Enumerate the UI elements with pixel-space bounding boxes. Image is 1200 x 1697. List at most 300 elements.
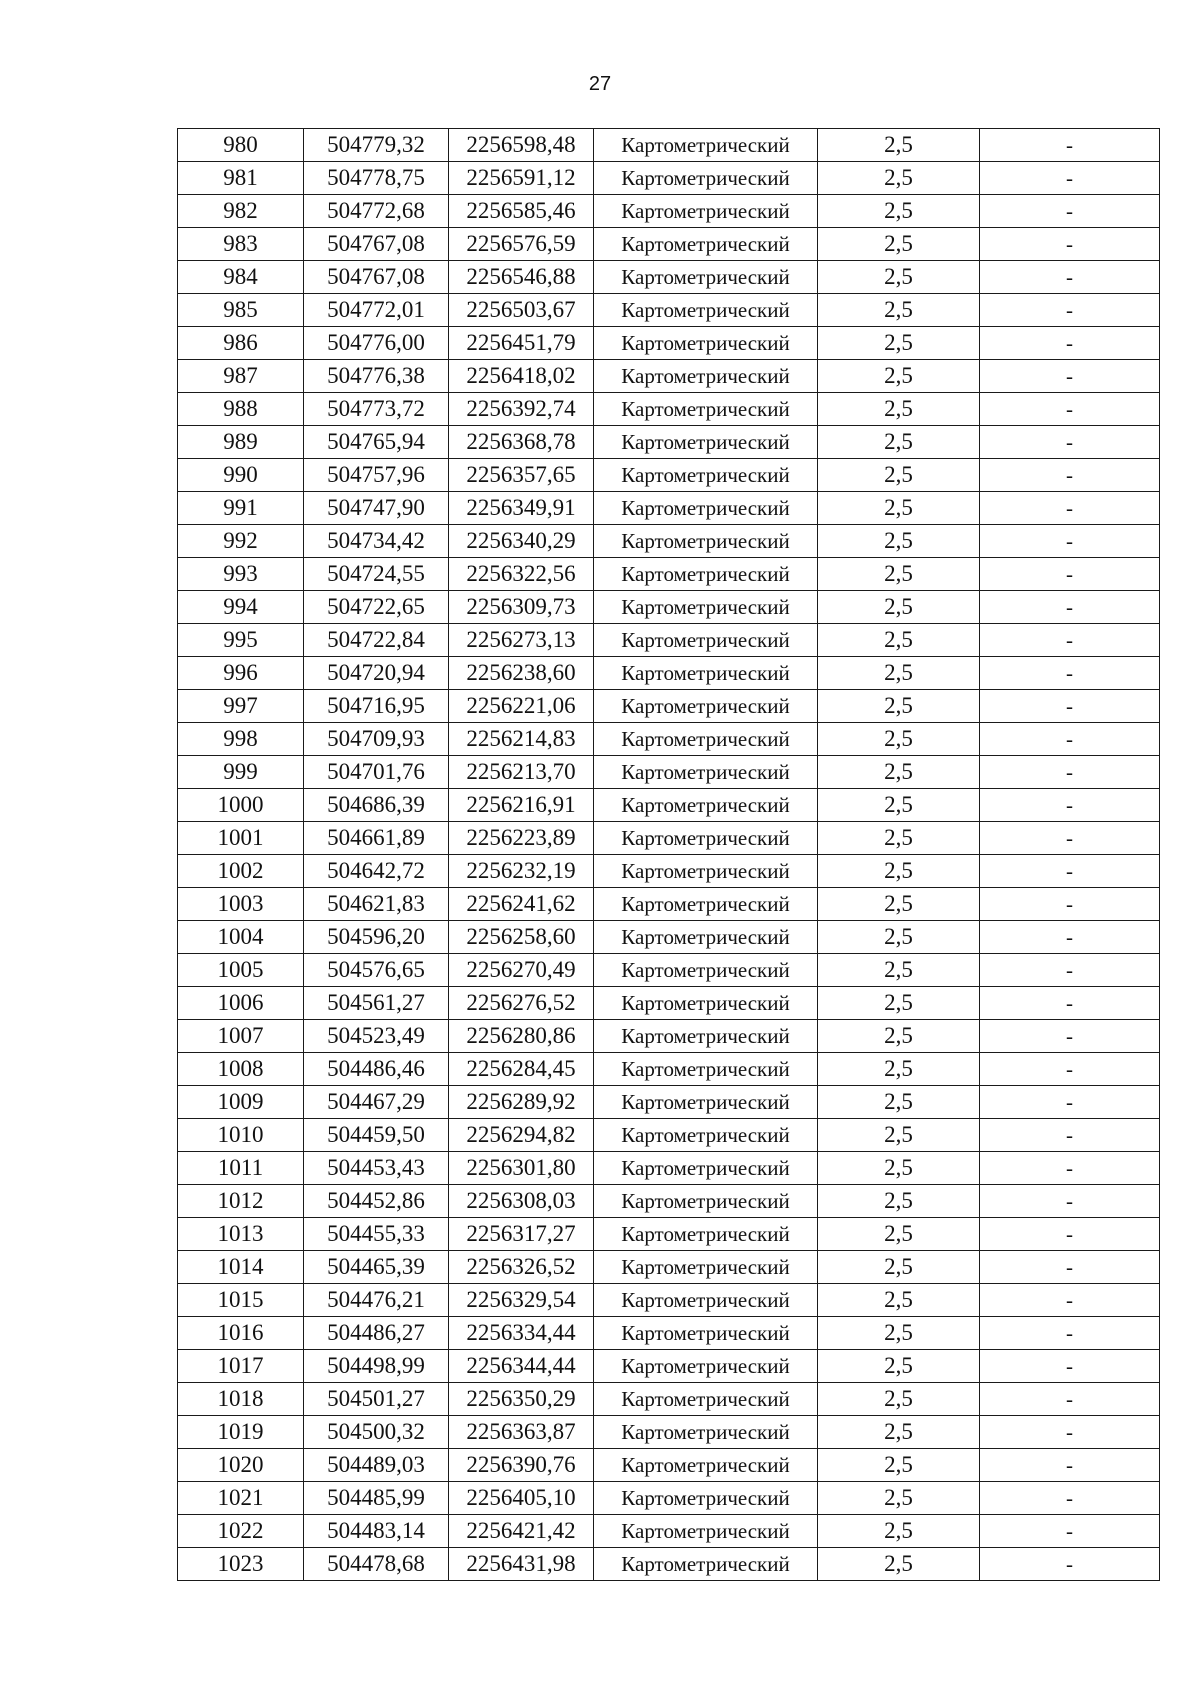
note-cell: - (980, 261, 1160, 294)
y-coordinate-cell: 2256340,29 (449, 525, 594, 558)
note-cell: - (980, 822, 1160, 855)
x-coordinate-cell: 504772,01 (304, 294, 449, 327)
note-cell: - (980, 1185, 1160, 1218)
method-cell: Картометрический (594, 1020, 818, 1053)
y-coordinate-cell: 2256451,79 (449, 327, 594, 360)
method-cell: Картометрический (594, 1416, 818, 1449)
y-coordinate-cell: 2256216,91 (449, 789, 594, 822)
accuracy-cell: 2,5 (818, 1515, 980, 1548)
x-coordinate-cell: 504722,84 (304, 624, 449, 657)
note-cell: - (980, 1086, 1160, 1119)
table-row (178, 558, 1160, 591)
x-coordinate-cell: 504767,08 (304, 228, 449, 261)
coordinates-table (177, 128, 1160, 1581)
method-cell: Картометрический (594, 393, 818, 426)
table-row (178, 888, 1160, 921)
point-number-cell: 1002 (178, 855, 304, 888)
accuracy-cell: 2,5 (818, 1383, 980, 1416)
y-coordinate-cell: 2256317,27 (449, 1218, 594, 1251)
x-coordinate-cell: 504734,42 (304, 525, 449, 558)
y-coordinate-cell: 2256598,48 (449, 129, 594, 162)
y-coordinate-cell: 2256585,46 (449, 195, 594, 228)
y-coordinate-cell: 2256213,70 (449, 756, 594, 789)
method-cell: Картометрический (594, 690, 818, 723)
note-cell: - (980, 921, 1160, 954)
table-row (178, 1317, 1160, 1350)
y-coordinate-cell: 2256309,73 (449, 591, 594, 624)
y-coordinate-cell: 2256357,65 (449, 459, 594, 492)
table-row (178, 327, 1160, 360)
y-coordinate-cell: 2256308,03 (449, 1185, 594, 1218)
method-cell: Картометрический (594, 228, 818, 261)
x-coordinate-cell: 504459,50 (304, 1119, 449, 1152)
method-cell: Картометрический (594, 1383, 818, 1416)
accuracy-cell: 2,5 (818, 129, 980, 162)
point-number-cell: 983 (178, 228, 304, 261)
accuracy-cell: 2,5 (818, 657, 980, 690)
accuracy-cell: 2,5 (818, 1416, 980, 1449)
note-cell: - (980, 690, 1160, 723)
point-number-cell: 995 (178, 624, 304, 657)
x-coordinate-cell: 504772,68 (304, 195, 449, 228)
table-row (178, 129, 1160, 162)
y-coordinate-cell: 2256363,87 (449, 1416, 594, 1449)
accuracy-cell: 2,5 (818, 525, 980, 558)
method-cell: Картометрический (594, 756, 818, 789)
note-cell: - (980, 657, 1160, 690)
table-row (178, 294, 1160, 327)
accuracy-cell: 2,5 (818, 1449, 980, 1482)
method-cell: Картометрический (594, 591, 818, 624)
y-coordinate-cell: 2256223,89 (449, 822, 594, 855)
point-number-cell: 1004 (178, 921, 304, 954)
point-number-cell: 980 (178, 129, 304, 162)
note-cell: - (980, 1416, 1160, 1449)
note-cell: - (980, 492, 1160, 525)
point-number-cell: 1009 (178, 1086, 304, 1119)
table-row (178, 1053, 1160, 1086)
x-coordinate-cell: 504485,99 (304, 1482, 449, 1515)
x-coordinate-cell: 504452,86 (304, 1185, 449, 1218)
table-row (178, 624, 1160, 657)
method-cell: Картометрический (594, 822, 818, 855)
note-cell: - (980, 1251, 1160, 1284)
note-cell: - (980, 1449, 1160, 1482)
accuracy-cell: 2,5 (818, 888, 980, 921)
x-coordinate-cell: 504747,90 (304, 492, 449, 525)
table-row (178, 591, 1160, 624)
table-row (178, 690, 1160, 723)
note-cell: - (980, 228, 1160, 261)
point-number-cell: 984 (178, 261, 304, 294)
method-cell: Картометрический (594, 558, 818, 591)
point-number-cell: 1011 (178, 1152, 304, 1185)
table-row (178, 162, 1160, 195)
note-cell: - (980, 591, 1160, 624)
table-row (178, 1548, 1160, 1581)
x-coordinate-cell: 504709,93 (304, 723, 449, 756)
accuracy-cell: 2,5 (818, 492, 980, 525)
method-cell: Картометрический (594, 360, 818, 393)
table-row (178, 954, 1160, 987)
table-row (178, 1416, 1160, 1449)
note-cell: - (980, 624, 1160, 657)
method-cell: Картометрический (594, 492, 818, 525)
method-cell: Картометрический (594, 426, 818, 459)
x-coordinate-cell: 504686,39 (304, 789, 449, 822)
y-coordinate-cell: 2256390,76 (449, 1449, 594, 1482)
note-cell: - (980, 723, 1160, 756)
x-coordinate-cell: 504779,32 (304, 129, 449, 162)
point-number-cell: 981 (178, 162, 304, 195)
y-coordinate-cell: 2256503,67 (449, 294, 594, 327)
y-coordinate-cell: 2256294,82 (449, 1119, 594, 1152)
x-coordinate-cell: 504776,38 (304, 360, 449, 393)
method-cell: Картометрический (594, 1482, 818, 1515)
accuracy-cell: 2,5 (818, 624, 980, 657)
table-row (178, 195, 1160, 228)
note-cell: - (980, 888, 1160, 921)
x-coordinate-cell: 504701,76 (304, 756, 449, 789)
y-coordinate-cell: 2256431,98 (449, 1548, 594, 1581)
accuracy-cell: 2,5 (818, 1482, 980, 1515)
table-row (178, 426, 1160, 459)
table-row (178, 1086, 1160, 1119)
y-coordinate-cell: 2256270,49 (449, 954, 594, 987)
x-coordinate-cell: 504523,49 (304, 1020, 449, 1053)
accuracy-cell: 2,5 (818, 789, 980, 822)
y-coordinate-cell: 2256301,80 (449, 1152, 594, 1185)
y-coordinate-cell: 2256258,60 (449, 921, 594, 954)
accuracy-cell: 2,5 (818, 1548, 980, 1581)
method-cell: Картометрический (594, 261, 818, 294)
accuracy-cell: 2,5 (818, 690, 980, 723)
accuracy-cell: 2,5 (818, 822, 980, 855)
table-row (178, 492, 1160, 525)
x-coordinate-cell: 504767,08 (304, 261, 449, 294)
method-cell: Картометрический (594, 1152, 818, 1185)
table-row (178, 1350, 1160, 1383)
method-cell: Картометрический (594, 1548, 818, 1581)
note-cell: - (980, 1284, 1160, 1317)
method-cell: Картометрический (594, 1053, 818, 1086)
x-coordinate-cell: 504561,27 (304, 987, 449, 1020)
note-cell: - (980, 855, 1160, 888)
x-coordinate-cell: 504500,32 (304, 1416, 449, 1449)
note-cell: - (980, 360, 1160, 393)
table-row (178, 723, 1160, 756)
x-coordinate-cell: 504486,27 (304, 1317, 449, 1350)
table-row (178, 1185, 1160, 1218)
x-coordinate-cell: 504498,99 (304, 1350, 449, 1383)
accuracy-cell: 2,5 (818, 1185, 980, 1218)
note-cell: - (980, 1350, 1160, 1383)
note-cell: - (980, 1218, 1160, 1251)
x-coordinate-cell: 504489,03 (304, 1449, 449, 1482)
point-number-cell: 986 (178, 327, 304, 360)
method-cell: Картометрический (594, 954, 818, 987)
note-cell: - (980, 1053, 1160, 1086)
point-number-cell: 1010 (178, 1119, 304, 1152)
y-coordinate-cell: 2256284,45 (449, 1053, 594, 1086)
point-number-cell: 1001 (178, 822, 304, 855)
accuracy-cell: 2,5 (818, 426, 980, 459)
method-cell: Картометрический (594, 1119, 818, 1152)
x-coordinate-cell: 504621,83 (304, 888, 449, 921)
y-coordinate-cell: 2256392,74 (449, 393, 594, 426)
table-row (178, 756, 1160, 789)
y-coordinate-cell: 2256368,78 (449, 426, 594, 459)
y-coordinate-cell: 2256546,88 (449, 261, 594, 294)
note-cell: - (980, 426, 1160, 459)
x-coordinate-cell: 504776,00 (304, 327, 449, 360)
accuracy-cell: 2,5 (818, 261, 980, 294)
y-coordinate-cell: 2256241,62 (449, 888, 594, 921)
method-cell: Картометрический (594, 1317, 818, 1350)
note-cell: - (980, 789, 1160, 822)
table-row (178, 525, 1160, 558)
x-coordinate-cell: 504478,68 (304, 1548, 449, 1581)
point-number-cell: 1016 (178, 1317, 304, 1350)
point-number-cell: 991 (178, 492, 304, 525)
method-cell: Картометрический (594, 195, 818, 228)
point-number-cell: 1018 (178, 1383, 304, 1416)
point-number-cell: 987 (178, 360, 304, 393)
accuracy-cell: 2,5 (818, 393, 980, 426)
note-cell: - (980, 162, 1160, 195)
method-cell: Картометрический (594, 723, 818, 756)
table-row (178, 459, 1160, 492)
method-cell: Картометрический (594, 1218, 818, 1251)
y-coordinate-cell: 2256322,56 (449, 558, 594, 591)
page-number: 27 (588, 73, 612, 95)
accuracy-cell: 2,5 (818, 1251, 980, 1284)
point-number-cell: 989 (178, 426, 304, 459)
point-number-cell: 1006 (178, 987, 304, 1020)
y-coordinate-cell: 2256280,86 (449, 1020, 594, 1053)
y-coordinate-cell: 2256273,13 (449, 624, 594, 657)
accuracy-cell: 2,5 (818, 954, 980, 987)
x-coordinate-cell: 504661,89 (304, 822, 449, 855)
accuracy-cell: 2,5 (818, 1152, 980, 1185)
point-number-cell: 997 (178, 690, 304, 723)
accuracy-cell: 2,5 (818, 195, 980, 228)
method-cell: Картометрический (594, 1449, 818, 1482)
accuracy-cell: 2,5 (818, 1053, 980, 1086)
point-number-cell: 1021 (178, 1482, 304, 1515)
point-number-cell: 1014 (178, 1251, 304, 1284)
y-coordinate-cell: 2256344,44 (449, 1350, 594, 1383)
x-coordinate-cell: 504486,46 (304, 1053, 449, 1086)
method-cell: Картометрический (594, 624, 818, 657)
method-cell: Картометрический (594, 855, 818, 888)
method-cell: Картометрический (594, 1086, 818, 1119)
y-coordinate-cell: 2256576,59 (449, 228, 594, 261)
y-coordinate-cell: 2256221,06 (449, 690, 594, 723)
table-row (178, 1119, 1160, 1152)
point-number-cell: 1005 (178, 954, 304, 987)
point-number-cell: 1023 (178, 1548, 304, 1581)
point-number-cell: 998 (178, 723, 304, 756)
x-coordinate-cell: 504476,21 (304, 1284, 449, 1317)
point-number-cell: 988 (178, 393, 304, 426)
table-row (178, 921, 1160, 954)
note-cell: - (980, 1515, 1160, 1548)
point-number-cell: 1022 (178, 1515, 304, 1548)
y-coordinate-cell: 2256232,19 (449, 855, 594, 888)
y-coordinate-cell: 2256326,52 (449, 1251, 594, 1284)
y-coordinate-cell: 2256418,02 (449, 360, 594, 393)
note-cell: - (980, 393, 1160, 426)
y-coordinate-cell: 2256405,10 (449, 1482, 594, 1515)
point-number-cell: 1000 (178, 789, 304, 822)
method-cell: Картометрический (594, 1185, 818, 1218)
note-cell: - (980, 954, 1160, 987)
x-coordinate-cell: 504722,65 (304, 591, 449, 624)
table-row (178, 1251, 1160, 1284)
table-row (178, 987, 1160, 1020)
x-coordinate-cell: 504576,65 (304, 954, 449, 987)
point-number-cell: 1012 (178, 1185, 304, 1218)
accuracy-cell: 2,5 (818, 1086, 980, 1119)
note-cell: - (980, 1317, 1160, 1350)
x-coordinate-cell: 504773,72 (304, 393, 449, 426)
note-cell: - (980, 1152, 1160, 1185)
accuracy-cell: 2,5 (818, 921, 980, 954)
note-cell: - (980, 294, 1160, 327)
y-coordinate-cell: 2256350,29 (449, 1383, 594, 1416)
accuracy-cell: 2,5 (818, 1218, 980, 1251)
accuracy-cell: 2,5 (818, 1284, 980, 1317)
x-coordinate-cell: 504757,96 (304, 459, 449, 492)
y-coordinate-cell: 2256214,83 (449, 723, 594, 756)
point-number-cell: 1003 (178, 888, 304, 921)
accuracy-cell: 2,5 (818, 756, 980, 789)
table-row (178, 1449, 1160, 1482)
point-number-cell: 996 (178, 657, 304, 690)
point-number-cell: 999 (178, 756, 304, 789)
method-cell: Картометрический (594, 162, 818, 195)
table-row (178, 789, 1160, 822)
note-cell: - (980, 1482, 1160, 1515)
accuracy-cell: 2,5 (818, 855, 980, 888)
note-cell: - (980, 195, 1160, 228)
x-coordinate-cell: 504455,33 (304, 1218, 449, 1251)
accuracy-cell: 2,5 (818, 1020, 980, 1053)
point-number-cell: 1015 (178, 1284, 304, 1317)
x-coordinate-cell: 504778,75 (304, 162, 449, 195)
method-cell: Картометрический (594, 789, 818, 822)
x-coordinate-cell: 504483,14 (304, 1515, 449, 1548)
note-cell: - (980, 756, 1160, 789)
note-cell: - (980, 459, 1160, 492)
accuracy-cell: 2,5 (818, 558, 980, 591)
accuracy-cell: 2,5 (818, 723, 980, 756)
y-coordinate-cell: 2256591,12 (449, 162, 594, 195)
x-coordinate-cell: 504720,94 (304, 657, 449, 690)
x-coordinate-cell: 504501,27 (304, 1383, 449, 1416)
method-cell: Картометрический (594, 657, 818, 690)
x-coordinate-cell: 504467,29 (304, 1086, 449, 1119)
x-coordinate-cell: 504716,95 (304, 690, 449, 723)
y-coordinate-cell: 2256329,54 (449, 1284, 594, 1317)
point-number-cell: 1013 (178, 1218, 304, 1251)
method-cell: Картометрический (594, 525, 818, 558)
table-row (178, 360, 1160, 393)
point-number-cell: 1007 (178, 1020, 304, 1053)
point-number-cell: 1019 (178, 1416, 304, 1449)
accuracy-cell: 2,5 (818, 591, 980, 624)
table-row (178, 261, 1160, 294)
note-cell: - (980, 987, 1160, 1020)
accuracy-cell: 2,5 (818, 1317, 980, 1350)
x-coordinate-cell: 504465,39 (304, 1251, 449, 1284)
point-number-cell: 1017 (178, 1350, 304, 1383)
accuracy-cell: 2,5 (818, 162, 980, 195)
x-coordinate-cell: 504724,55 (304, 558, 449, 591)
y-coordinate-cell: 2256276,52 (449, 987, 594, 1020)
point-number-cell: 990 (178, 459, 304, 492)
accuracy-cell: 2,5 (818, 228, 980, 261)
note-cell: - (980, 525, 1160, 558)
y-coordinate-cell: 2256289,92 (449, 1086, 594, 1119)
note-cell: - (980, 1020, 1160, 1053)
method-cell: Картометрический (594, 294, 818, 327)
method-cell: Картометрический (594, 1251, 818, 1284)
accuracy-cell: 2,5 (818, 294, 980, 327)
method-cell: Картометрический (594, 1284, 818, 1317)
y-coordinate-cell: 2256334,44 (449, 1317, 594, 1350)
point-number-cell: 1008 (178, 1053, 304, 1086)
method-cell: Картометрический (594, 987, 818, 1020)
table-row (178, 657, 1160, 690)
table-row (178, 822, 1160, 855)
note-cell: - (980, 1548, 1160, 1581)
method-cell: Картометрический (594, 921, 818, 954)
point-number-cell: 982 (178, 195, 304, 228)
table-row (178, 1218, 1160, 1251)
table-row (178, 1284, 1160, 1317)
point-number-cell: 1020 (178, 1449, 304, 1482)
y-coordinate-cell: 2256349,91 (449, 492, 594, 525)
accuracy-cell: 2,5 (818, 360, 980, 393)
table-row (178, 855, 1160, 888)
note-cell: - (980, 1119, 1160, 1152)
accuracy-cell: 2,5 (818, 1350, 980, 1383)
table-row (178, 228, 1160, 261)
accuracy-cell: 2,5 (818, 1119, 980, 1152)
note-cell: - (980, 558, 1160, 591)
accuracy-cell: 2,5 (818, 459, 980, 492)
point-number-cell: 993 (178, 558, 304, 591)
method-cell: Картометрический (594, 129, 818, 162)
x-coordinate-cell: 504765,94 (304, 426, 449, 459)
table-row (178, 1020, 1160, 1053)
method-cell: Картометрический (594, 459, 818, 492)
y-coordinate-cell: 2256421,42 (449, 1515, 594, 1548)
table-row (178, 393, 1160, 426)
point-number-cell: 992 (178, 525, 304, 558)
x-coordinate-cell: 504642,72 (304, 855, 449, 888)
method-cell: Картометрический (594, 1350, 818, 1383)
table-row (178, 1383, 1160, 1416)
table-row (178, 1482, 1160, 1515)
note-cell: - (980, 129, 1160, 162)
accuracy-cell: 2,5 (818, 987, 980, 1020)
accuracy-cell: 2,5 (818, 327, 980, 360)
point-number-cell: 994 (178, 591, 304, 624)
method-cell: Картометрический (594, 1515, 818, 1548)
